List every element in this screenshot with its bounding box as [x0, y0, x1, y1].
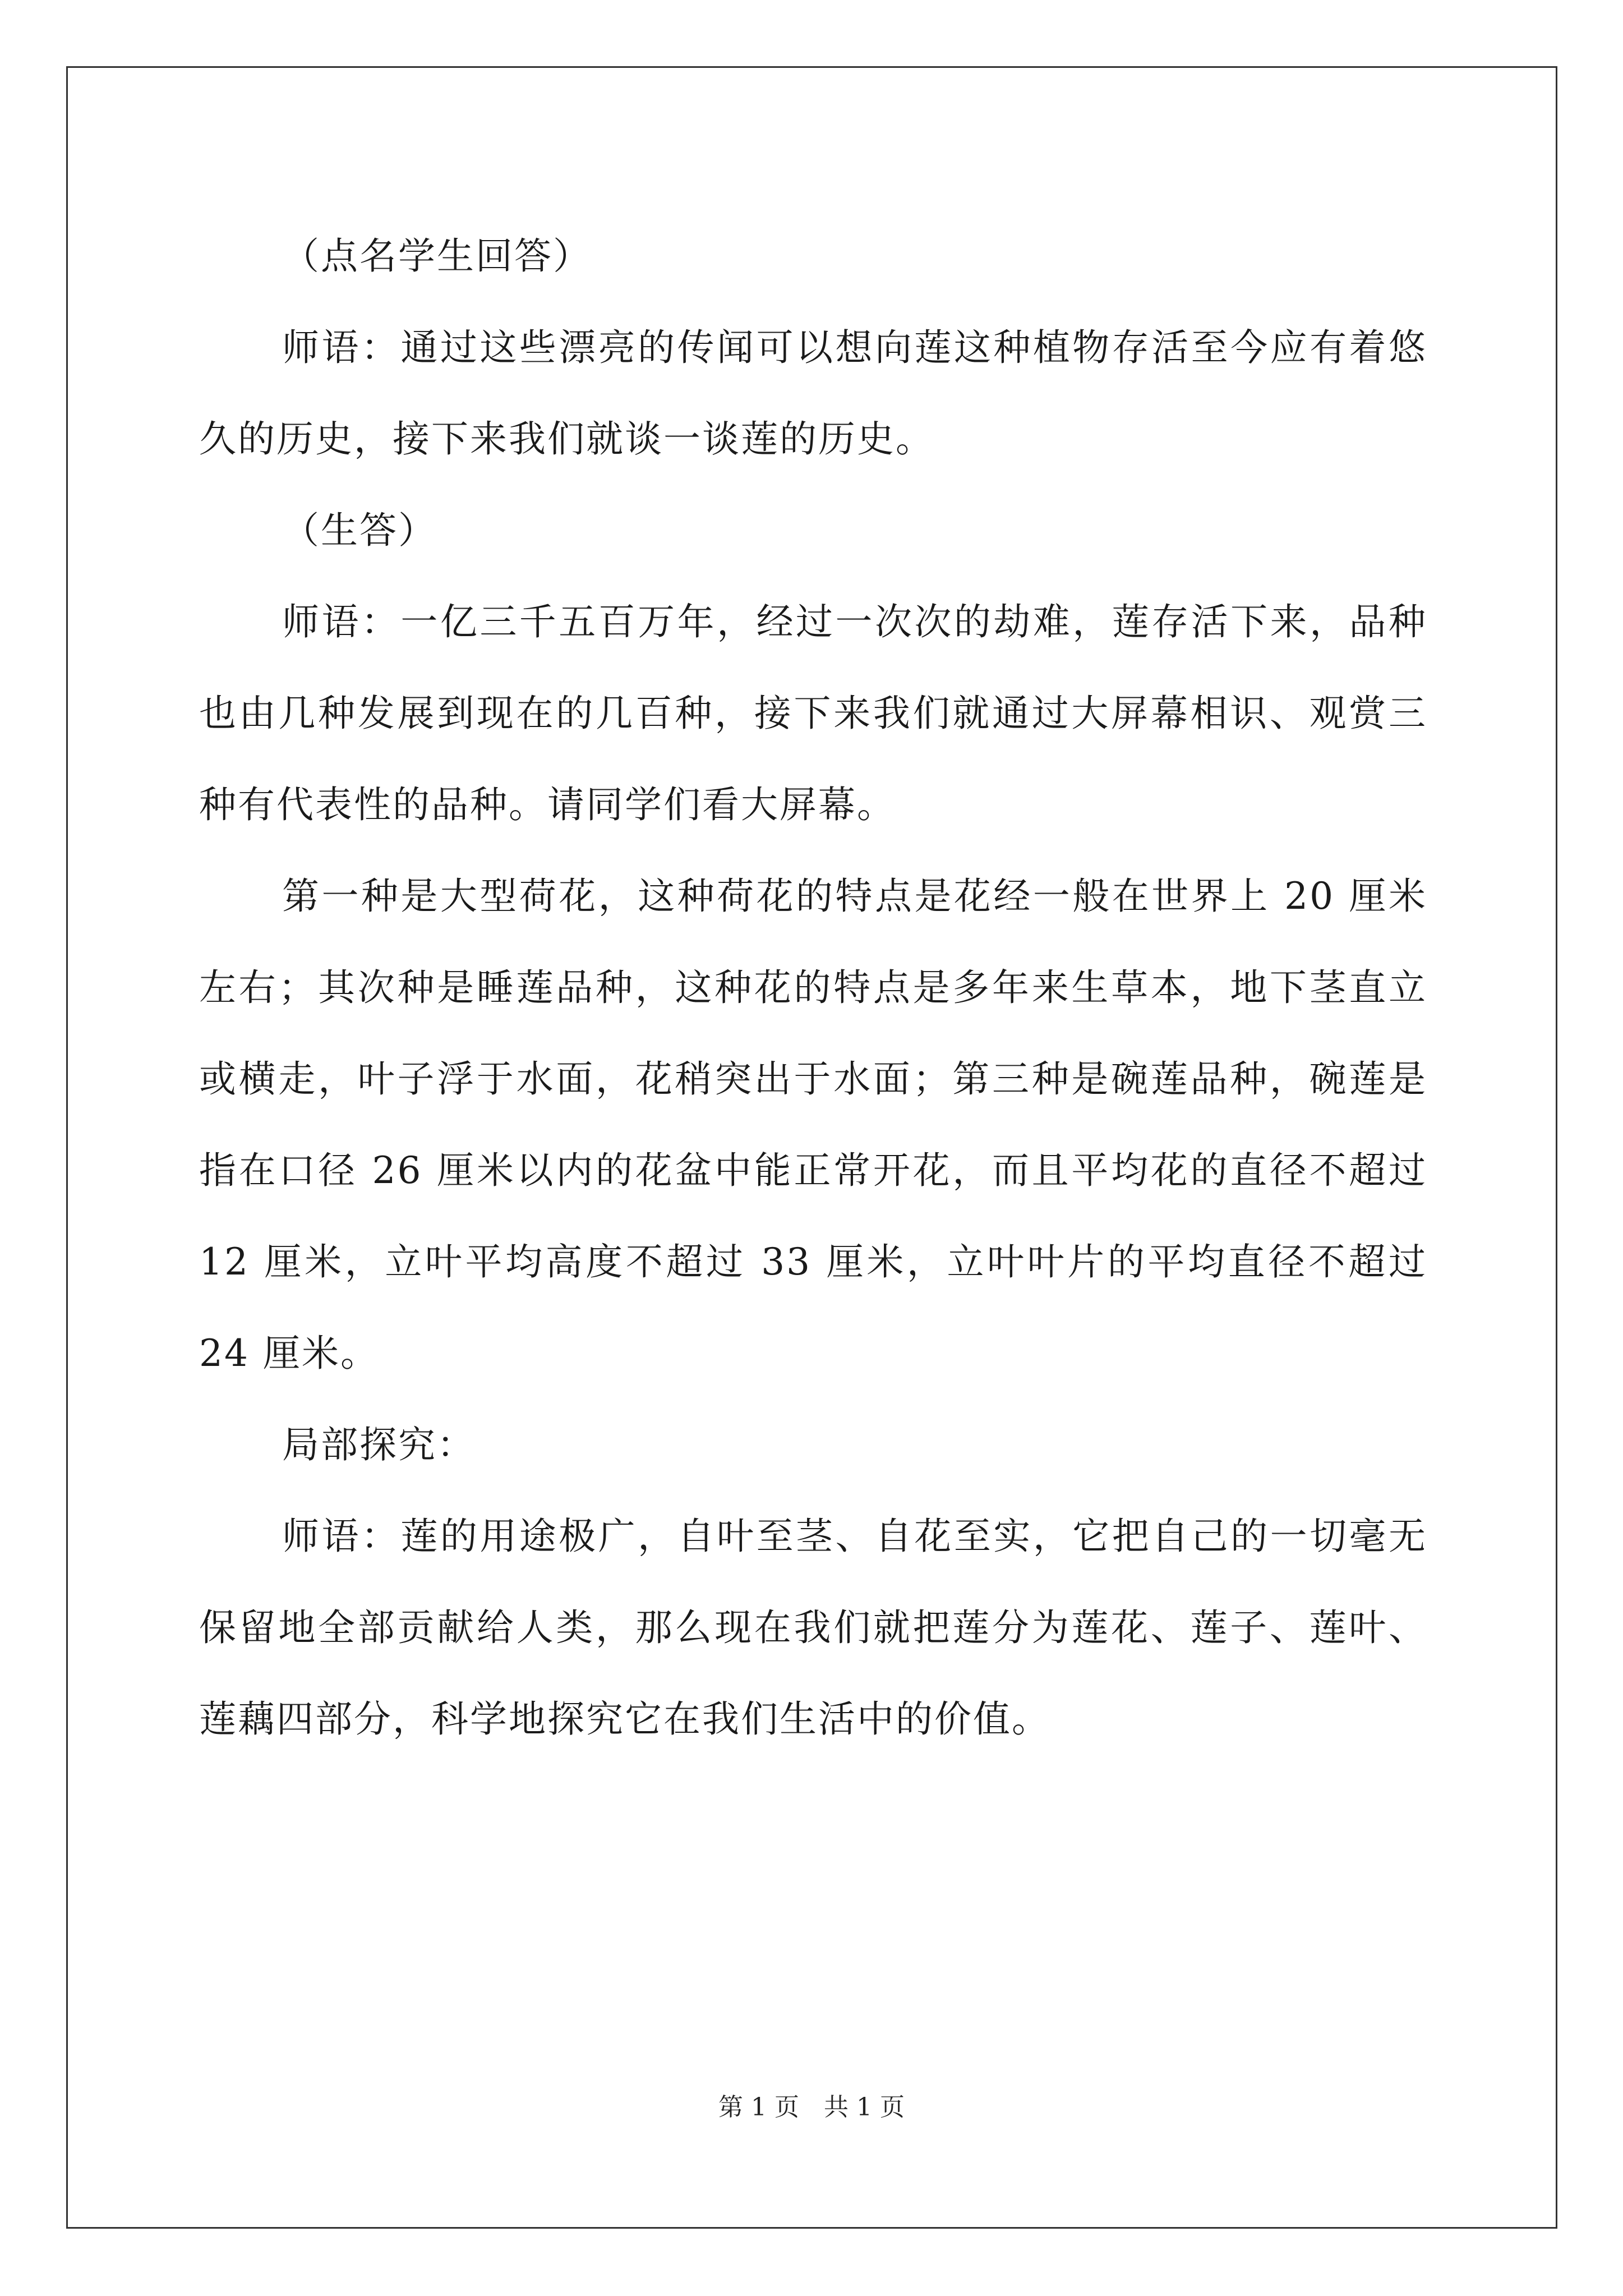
- paragraph-teacher-uses: 师语：莲的用途极广，自叶至茎、自花至实，它把自己的一切毫无保留地全部贡献给人类，那么现在我们就把莲分为莲花、莲子、莲叶、莲藕四部分，科学地探究它在我们生活中的价值。: [199, 1515, 1427, 1741]
- paragraph-section-heading: 局部探究：: [282, 1423, 476, 1466]
- paragraph-call-on-student: （点名学生回答）: [282, 234, 592, 278]
- paragraph-teacher-varieties: 师语：一亿三千五百万年，经过一次次的劫难，莲存活下来，品种也由几种发展到现在的几百种，接下来我们就通过大屏幕相识、观赏三种有代表性的品种。请同学们看大屏幕。: [199, 600, 1427, 826]
- paragraph-teacher-history-intro: 师语：通过这些漂亮的传闻可以想向莲这种植物存活至今应有着悠久的历史，接下来我们就谈一谈莲的历史。: [199, 326, 1427, 461]
- paragraph-three-varieties: 第一种是大型荷花，这种荷花的特点是花经一般在世界上 20 厘米左右；其次种是睡莲品种，这种花的特点是多年来生草本，地下茎直立或横走，叶子浮于水面，花稍突出于水面；第三种是碗莲品种，碗莲是指在口径 26 厘米以内的花盆中能正常开花，而且平均花的直径不超过 12 厘米，立叶平均高度不超过 33 厘米，立叶叶片的平均直径不超过 24 厘米。: [199, 875, 1427, 1375]
- document-body: [199, 210, 1427, 1765]
- page-number-footer: 第 1 页 共 1 页: [718, 2093, 905, 2122]
- paragraph-student-answer: （生答）: [282, 509, 437, 552]
